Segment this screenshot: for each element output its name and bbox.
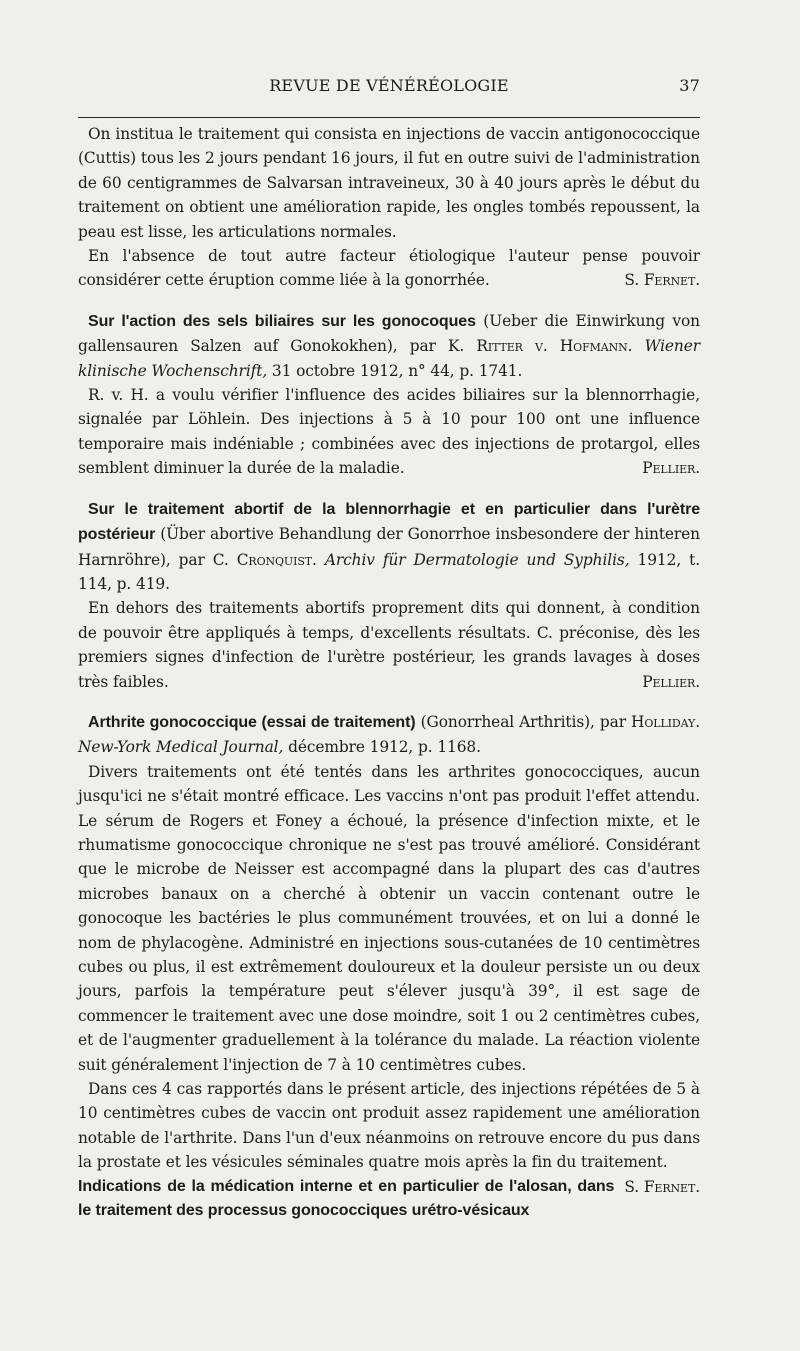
running-header (78, 76, 700, 104)
article-signature: Pellier. (642, 459, 700, 478)
journal-title: REVUE DE VÉNÉRÉOLOGIE (269, 76, 509, 95)
article-heading: Sur le traitement abortif de la blennorrhagie et en particulier dans l'urètre postérieur (Über abortive Behandlung der Gonorrhoe insbesondere der hinteren Harnröhre), par C. Cronquist. Archiv für Dermatologie und Syphilis, 1912, t. 114, p. 419. (78, 500, 700, 593)
article-paragraph: Dans ces 4 cas rapportés dans le présent article, des injections répétées de 5 à 10 centimètres cubes de vaccin ont produit assez rapidement une amélioration notable de l'arthrite. Dans l'un d'eux néanmoins on retrouve encore du pus dans la prostate et les vésicules séminales quatre mois après la fin du traitement. S. Fernet. (78, 1077, 700, 1175)
page-content (78, 122, 700, 1223)
article-journal: Wiener klinische Wochenschrift, (78, 337, 701, 380)
article-signature: Pellier. (642, 672, 700, 691)
article-title: Sur le traitement abortif de la blennorrhagie et en particulier dans l'urètre postérieur (78, 500, 700, 544)
header-rule (78, 117, 700, 118)
page-number: 37 (679, 76, 700, 95)
article-signature: S. Fernet. (624, 1177, 700, 1196)
article-paragraph: R. v. H. a voulu vérifier l'influence des acides biliaires sur la blennorrhagie, signalée par Löhlein. Des injections à 5 à 10 pour 100 ont une influence temporaire mais indéniable ; combinées avec des injections de protargol, elles semblent diminuer la durée de la maladie. Pellier. (78, 383, 700, 481)
article-journal: New-York Medical Journal, (78, 738, 284, 757)
article-paragraph: On institua le traitement qui consista en injections de vaccin antigonococcique (Cuttis) tous les 2 jours pendant 16 jours, il fut en outre suivi de l'administration de 60 centigrammes de Salvarsan intraveineux, 30 à 40 jours après le début du traitement on obtient une amélioration rapide, les ongles tombés repoussent, la peau est lisse, les articulations normales. (78, 125, 700, 241)
article-signature: S. Fernet. (624, 271, 700, 290)
article-author: C. Cronquist. (212, 550, 317, 569)
article-title: Sur l'action des sels biliaires sur les gonocoques (88, 312, 476, 330)
article-paragraph: En dehors des traitements abortifs proprement dits qui donnent, à condition de pouvoir être appliqués à temps, d'excellents résultats. C. préconise, dès les premiers signes d'infection de l'urètre postérieur, les grands lavages à doses très faibles. Pellier. (78, 596, 700, 694)
article-heading: Arthrite gonococcique (essai de traitement) (Gonorrheal Arthritis), par Holliday. New-York Medical Journal, décembre 1912, p. 1168. (78, 712, 700, 757)
article-paragraph: Divers traitements ont été tentés dans les arthrites gonococciques, aucun jusqu'ici ne s'était montré efficace. Les vaccins n'ont pas produit l'effet attendu. Le sérum de Rogers et Foney a échoué, la présence d'infection mixte, et le rhumatisme gonococcique chronique ne s'est pas trouvé amélioré. Considérant que le microbe de Neisser est accompagné dans la plupart des cas d'autres microbes banaux on a cherché à obtenir un vaccin contenant outre le gonocoque les bactéries le plus communément trouvées, et on lui a donné le nom de phylacogène. Administré en injections sous-cutanées de 10 centimètres cubes ou plus, il est extrêmement douloureux et la douleur persiste un ou deux jours, parfois la température peut s'élever jusqu'à 39°, il est sage de commencer le traitement avec une dose moindre, soit 1 ou 2 centimètres cubes, et de l'augmenter graduellement à la tolérance du malade. La réaction violente suit généralement l'injection de 7 à 10 centimètres cubes. (78, 762, 700, 1074)
article-journal: Archiv für Dermatologie und Syphilis, (324, 550, 630, 569)
article-author: Holliday. (631, 712, 700, 731)
article-title: Arthrite gonococcique (essai de traitement) (88, 713, 416, 731)
article-paragraph: En l'absence de tout autre facteur étiologique l'auteur pense pouvoir considérer cette éruption comme liée à la gonorrhée. S. Fernet. (78, 244, 700, 293)
article-author: K. Ritter v. Hofmann. (447, 337, 633, 356)
article-title: Indications de la médication interne et en particulier de l'alosan, dans le traitement des processus gonococciques urétro-vésicaux (78, 1177, 615, 1219)
article-heading: Sur l'action des sels biliaires sur les gonocoques (Ueber die Einwirkung von gallensauren Salzen auf Gonokokhen), par K. Ritter v. Hofmann. Wiener klinische Wochenschrift, 31 octobre 1912, n° 44, p. 1741. (78, 311, 701, 380)
